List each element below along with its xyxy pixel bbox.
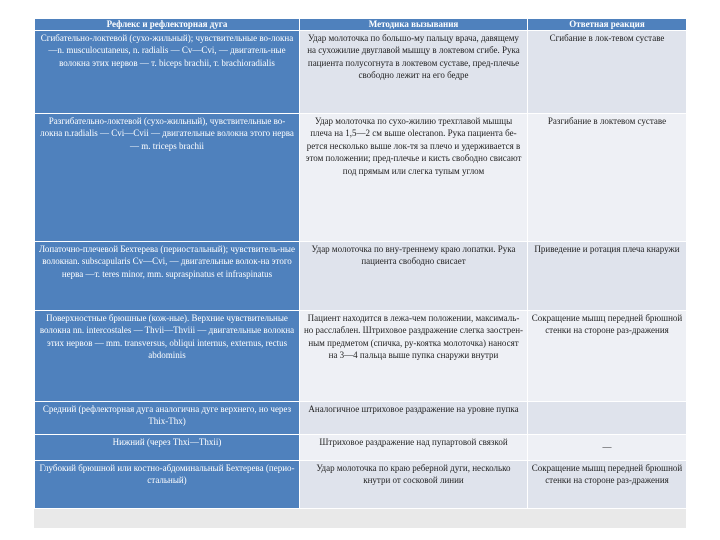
method-cell: Пациент находится в лежа-чем положении, максималь-но расслаблен. Штриховое раздражение слегка заострен-ным предметом (спичка, ру-коятка молоточка) наносят на 3—4 пальца выше пупка снаружи внутри <box>300 311 528 402</box>
header-response: Ответная реакция <box>528 19 687 31</box>
reflex-cell: Сгибательно-локтевой (сухо-жильный); чувствительные во-локна —n. musculocutaneus, n. radialis — Cv—Cvi, — двигатель-ные волокна этих нервов — т. biceps brachii, т. brachioradialis <box>35 31 300 114</box>
header-method: Методика вызывания <box>300 19 528 31</box>
method-cell: Удар молоточка по краю реберной дуги, несколько кнутри от сосковой линии <box>300 461 528 509</box>
table-row <box>35 31 687 114</box>
table-row <box>35 114 687 242</box>
reflex-cell: Разгибательно-локтевой (сухо-жильный), чувствительные во-локна n.radialis — Cvi—Cvii — двигательные волокна этого нерва — m. triceps brachii <box>35 114 300 242</box>
table-row <box>35 402 687 435</box>
reflex-table-frame <box>34 18 686 528</box>
method-cell: Удар молоточка по вну-треннему краю лопатки. Рука пациента свободно свисает <box>300 242 528 311</box>
reflex-cell: Поверхностные брюшные (кож-ные). Верхние чувствительные волокна nn. intercostales — Thvii—Thviii — двигательные волокна этих нервов — mm. transversus, obliqui internus, externus, rectus abdominis <box>35 311 300 402</box>
reflex-cell: Средний (рефлекторная дуга аналогична дуге верхнего, но через Thix-Thx) <box>35 402 300 435</box>
response-cell <box>528 402 687 435</box>
table-row <box>35 461 687 509</box>
table-row <box>35 435 687 461</box>
response-cell: Сокращение мышц передней брюшной стенки на стороне раз-дражения <box>528 311 687 402</box>
reflex-cell: Лопаточно-плечевой Бехтерева (периостальный); чувствитель-ные волокнаn. subscapularis Cv—Cvi, — двигательные волок-на этого нерва —т. teres minor, mm. supraspinatus et infraspinatus <box>35 242 300 311</box>
header-reflex: Рефлекс и рефлекторная дуга <box>35 19 300 31</box>
response-cell: Сгибание в лок-тевом суставе <box>528 31 687 114</box>
response-cell: — <box>528 435 687 461</box>
table-header-row <box>35 19 687 31</box>
reflex-table <box>34 18 687 509</box>
table-row <box>35 242 687 311</box>
method-cell: Штриховое раздражение над пупартовой связкой <box>300 435 528 461</box>
response-cell: Приведение и ротация плеча кнаружи <box>528 242 687 311</box>
reflex-cell: Нижний (через Thxi—Thxii) <box>35 435 300 461</box>
method-cell: Удар молоточка по сухо-жилию трехглавой мышцы плеча на 1,5—2 см выше olecranon. Рука пациента бе-рется несколько выше лок-тя за плечо и удерживается в этом положении; пред-плечье и кисть свободно свисают под прямым или слегка тупым углом <box>300 114 528 242</box>
reflex-cell: Глубокий брюшной или костно-абдоминальный Бехтерева (перио-стальный) <box>35 461 300 509</box>
table-row <box>35 311 687 402</box>
response-cell: Разгибание в локтевом суставе <box>528 114 687 242</box>
method-cell: Аналогичное штриховое раздражение на уровне пупка <box>300 402 528 435</box>
method-cell: Удар молоточка по большо-му пальцу врача, давящему на сухожилие двуглавой мышцу в локтевом сгибе. Рука пациента полусогнута в локтевом суставе, пред-плечье свободно лежит на его бедре <box>300 31 528 114</box>
response-cell: Сокращение мышц передней брюшной стенки на стороне раз-дражения <box>528 461 687 509</box>
